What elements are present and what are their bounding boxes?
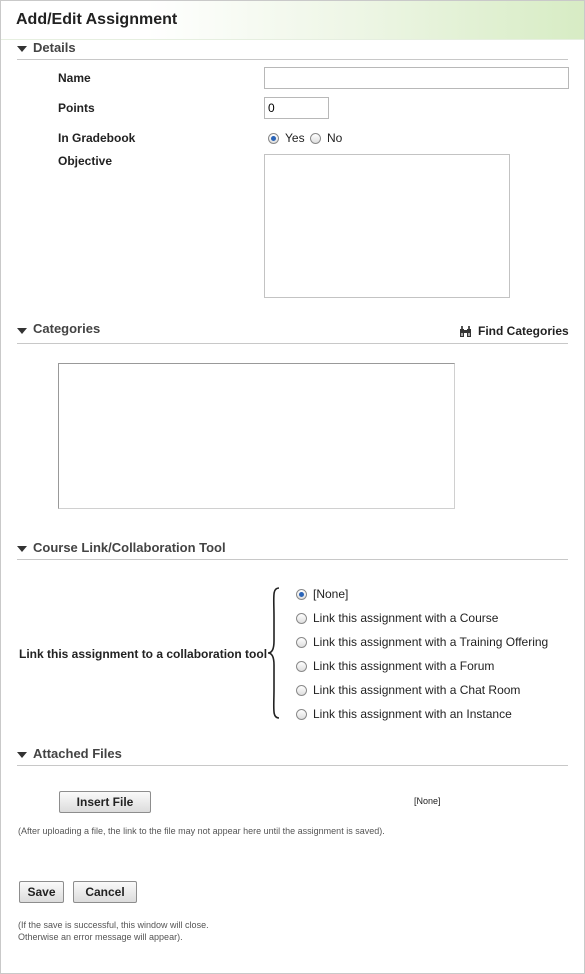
save-note-line1: (If the save is successful, this window will close. (18, 920, 209, 930)
collapse-triangle-icon[interactable] (17, 46, 27, 52)
collab-option-instance-radio[interactable] (296, 709, 307, 720)
gradebook-yes-label: Yes (285, 131, 305, 145)
gradebook-no-label: No (327, 131, 343, 145)
points-input[interactable] (264, 97, 329, 119)
gradebook-no-radio[interactable] (310, 133, 321, 144)
collab-option-forum-label: Link this assignment with a Forum (313, 659, 495, 673)
collab-option-training-radio[interactable] (296, 637, 307, 648)
objective-textarea[interactable] (264, 154, 510, 298)
attached-files-section-title: Attached Files (33, 746, 122, 761)
collab-option-chatroom-radio[interactable] (296, 685, 307, 696)
binoculars-icon[interactable] (459, 325, 472, 343)
collab-option-chatroom-label: Link this assignment with a Chat Room (313, 683, 521, 697)
course-link-section-header[interactable] (17, 541, 568, 560)
objective-label: Objective (58, 154, 113, 168)
dialog-title: Add/Edit Assignment (16, 11, 178, 28)
save-note-line2: Otherwise an error message will appear). (18, 932, 183, 942)
cancel-button[interactable]: Cancel (73, 881, 137, 903)
details-section-title: Details (33, 40, 76, 55)
collab-option-none-radio[interactable] (296, 589, 307, 600)
name-input[interactable] (264, 67, 569, 89)
brace-icon (267, 587, 281, 719)
attached-files-none: [None] (414, 796, 441, 806)
collab-option-none-label: [None] (313, 587, 349, 601)
collapse-triangle-icon[interactable] (17, 328, 27, 334)
collapse-triangle-icon[interactable] (17, 752, 27, 758)
gradebook-label: In Gradebook (58, 131, 136, 145)
collab-option-forum-radio[interactable] (296, 661, 307, 672)
find-categories-link[interactable]: Find Categories (478, 324, 569, 338)
categories-section-title: Categories (33, 321, 101, 336)
dialog-header (1, 1, 584, 40)
name-label: Name (58, 71, 91, 85)
collab-option-instance-label: Link this assignment with an Instance (313, 707, 512, 721)
collab-option-course-label: Link this assignment with a Course (313, 611, 499, 625)
categories-list-box[interactable] (58, 363, 455, 509)
points-label: Points (58, 101, 95, 115)
collab-option-training-label: Link this assignment with a Training Offering (313, 635, 549, 649)
upload-note: (After uploading a file, the link to the file may not appear here until the assignment is saved). (18, 826, 385, 836)
details-section-header[interactable] (17, 41, 568, 60)
collapse-triangle-icon[interactable] (17, 546, 27, 552)
attached-files-section-header[interactable] (17, 747, 568, 766)
gradebook-yes-radio[interactable] (268, 133, 279, 144)
collaboration-tool-label: Link this assignment to a collaboration tool (19, 647, 268, 661)
insert-file-button[interactable]: Insert File (59, 791, 151, 813)
course-link-section-title: Course Link/Collaboration Tool (33, 540, 226, 555)
save-button[interactable]: Save (19, 881, 64, 903)
collab-option-course-radio[interactable] (296, 613, 307, 624)
